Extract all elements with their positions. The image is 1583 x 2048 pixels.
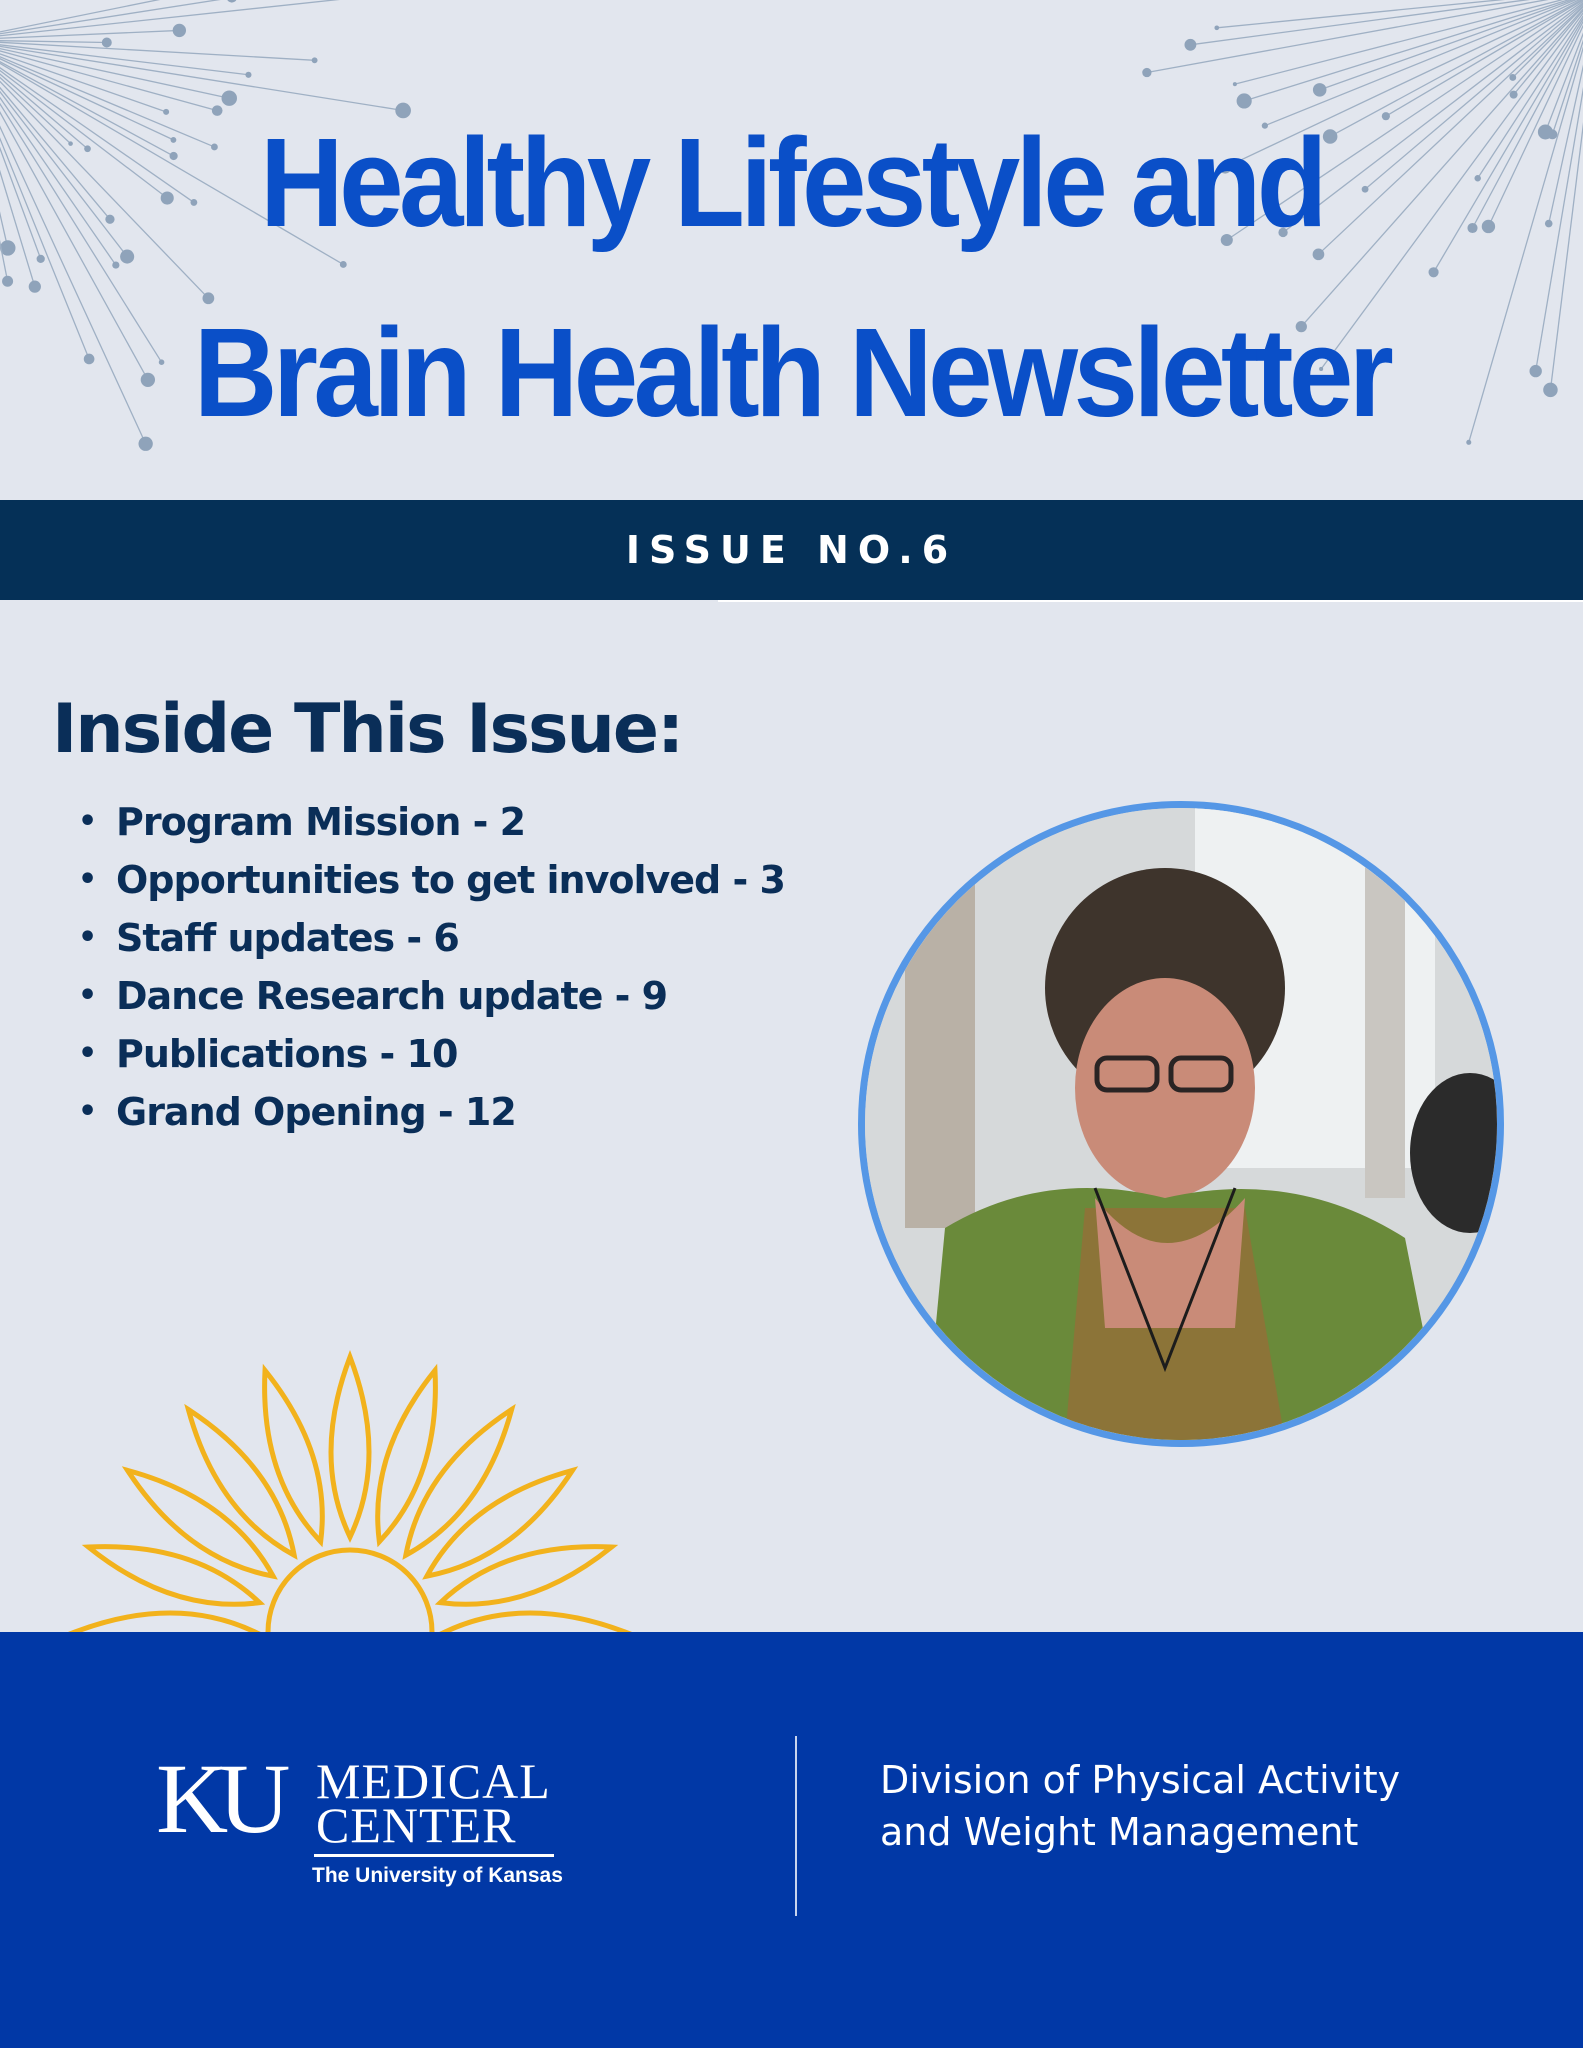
burst-node <box>2 276 13 287</box>
logo-rule <box>314 1854 554 1857</box>
burst-node <box>1184 39 1196 51</box>
bullet-icon: • <box>78 1036 97 1071</box>
bullet-icon: • <box>78 804 97 839</box>
bullet-icon: • <box>78 1094 97 1129</box>
sunflower-petal <box>361 1365 453 1548</box>
toc-item <box>76 914 785 972</box>
sunflower-center <box>268 1550 432 1632</box>
title-line-2: Brain Health Newsletter <box>193 302 1390 443</box>
toc-item-label: Opportunities to get involved - 3 <box>116 858 785 902</box>
toc-item <box>76 798 785 856</box>
sunflower-petal <box>331 1357 369 1537</box>
issue-number: ISSUE NO.6 <box>625 528 958 572</box>
toc-list <box>76 798 785 1146</box>
participant-photo <box>858 801 1504 1447</box>
issue-underline <box>718 600 1583 602</box>
ku-medical-center-logo <box>156 1743 563 1892</box>
photo-illustration <box>865 808 1497 1440</box>
burst-line <box>0 40 248 75</box>
logo-ku: KU <box>156 1743 281 1854</box>
newsletter-title <box>63 88 1519 468</box>
division-line-1: Division of Physical Activity <box>880 1758 1401 1802</box>
header <box>0 0 1583 500</box>
burst-node <box>312 57 318 63</box>
burst-node <box>102 37 112 47</box>
burst-node <box>1543 383 1557 397</box>
bullet-icon: • <box>78 862 97 897</box>
burst-node <box>1214 26 1219 31</box>
burst-node <box>29 281 41 293</box>
burst-line <box>0 30 179 40</box>
title-line-1: Healthy Lifestyle and <box>260 112 1323 253</box>
sunflower-petal <box>247 1365 339 1548</box>
burst-node <box>227 0 237 3</box>
toc-item <box>76 1030 785 1088</box>
burst-line <box>0 0 232 40</box>
toc-item <box>76 856 785 914</box>
bullet-icon: • <box>78 978 97 1013</box>
toc-item <box>76 1088 785 1146</box>
toc-item-label: Program Mission - 2 <box>116 800 526 844</box>
issue-banner <box>0 500 1583 600</box>
footer-divider <box>795 1736 797 1916</box>
burst-node <box>1142 68 1151 77</box>
burst-node <box>1529 365 1541 377</box>
toc-item-label: Grand Opening - 12 <box>116 1090 516 1134</box>
toc-item-label: Publications - 10 <box>116 1032 458 1076</box>
toc-heading: Inside This Issue: <box>52 690 683 769</box>
division-line-2: and Weight Management <box>880 1810 1359 1854</box>
sunflower-petal <box>445 1613 625 1632</box>
toc-item-label: Staff updates - 6 <box>116 916 459 960</box>
burst-line <box>0 0 270 40</box>
burst-node <box>1233 82 1237 86</box>
logo-center: CENTER <box>316 1797 517 1853</box>
footer <box>0 1632 1583 2048</box>
toc-item <box>76 972 785 1030</box>
sunflower-petal <box>434 1529 617 1621</box>
burst-node <box>173 24 186 37</box>
burst-line <box>0 40 107 42</box>
division-name <box>880 1754 1520 1858</box>
toc-item-label: Dance Research update - 9 <box>116 974 668 1018</box>
logo-university: The University of Kansas <box>312 1864 563 1887</box>
burst-node <box>1545 220 1553 228</box>
burst-node <box>1538 125 1553 140</box>
logo-medical: MEDICAL <box>316 1753 551 1809</box>
burst-node <box>245 72 251 78</box>
bullet-icon: • <box>78 920 97 955</box>
sunflower-decoration <box>40 1300 680 1632</box>
burst-line <box>1235 0 1583 84</box>
burst-node <box>37 255 45 263</box>
burst-node <box>1509 74 1516 81</box>
sunflower-petal <box>83 1529 266 1621</box>
burst-line <box>1190 0 1583 45</box>
sunflower-petal <box>75 1613 255 1632</box>
